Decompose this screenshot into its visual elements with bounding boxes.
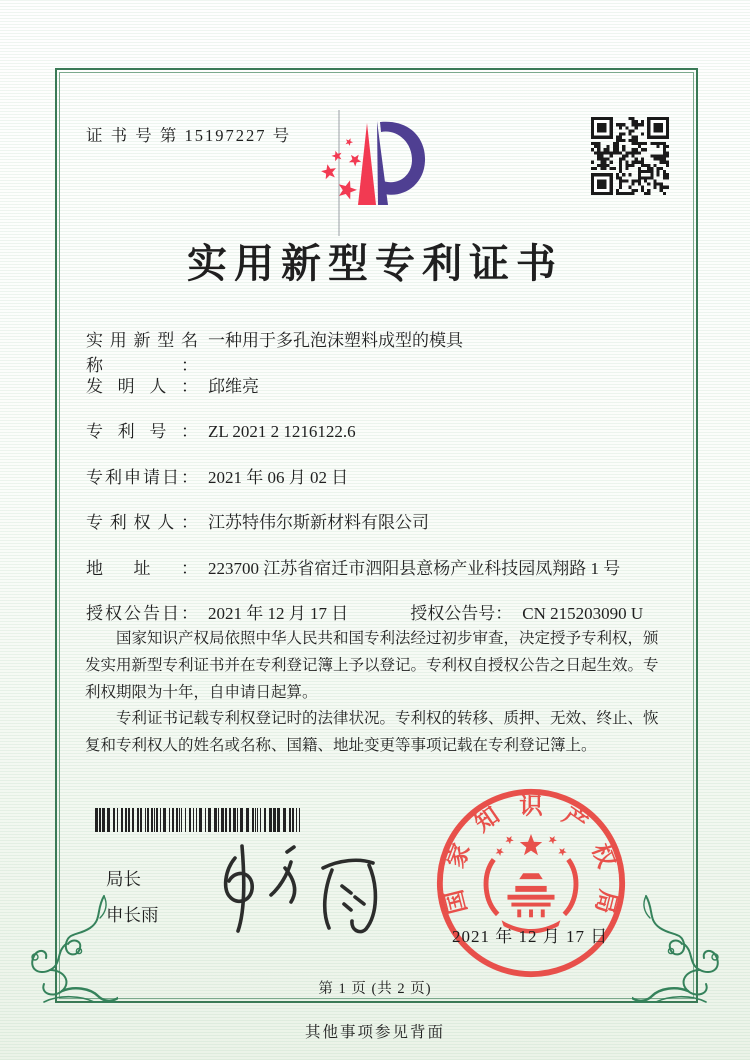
svg-text:家: 家	[443, 840, 476, 872]
field-value: 邱维亮	[208, 376, 259, 396]
barcode-icon	[95, 808, 300, 832]
field-label: 实用新型名称：	[86, 331, 198, 375]
official-seal-icon	[433, 785, 629, 981]
svg-text:识: 识	[519, 793, 543, 820]
page-number: 第 1 页 (共 2 页)	[318, 981, 432, 997]
field-value: 223700 江苏省宿迁市泗阳县意杨产业科技园凤翔路 1 号	[208, 558, 621, 578]
certificate-fields	[86, 326, 676, 645]
field-label: 授权公告号：	[410, 604, 513, 623]
cnipa-logo-icon	[300, 108, 450, 240]
field-label: 专利权人：	[86, 513, 198, 532]
seal-date: 2021 年 12 月 17 日	[452, 927, 609, 946]
qr-code-icon	[591, 117, 669, 195]
field-row-address	[86, 554, 676, 578]
director-name: 申长雨	[106, 904, 159, 925]
back-note: 其他事项参见背面	[304, 1024, 445, 1041]
svg-text:权: 权	[586, 840, 619, 872]
director-title: 局长	[106, 869, 141, 889]
field-row-filing-date	[86, 463, 676, 487]
field-pair-grant-no	[410, 599, 643, 624]
field-label: 发明人：	[86, 376, 198, 396]
field-row-patentee	[86, 508, 676, 532]
field-value: 2021 年 12 月 17 日	[208, 604, 349, 623]
field-value: 一种用于多孔泡沫塑料成型的模具	[208, 331, 463, 350]
director-signature-icon	[205, 838, 405, 938]
field-label: 地址：	[86, 558, 198, 578]
field-row-inventor	[86, 372, 676, 396]
field-row-patent-no	[86, 417, 676, 441]
field-value: 2021 年 06 月 02 日	[208, 467, 349, 487]
legal-paragraph-1: 国家知识产权局依照中华人民共和国专利法经过初步审查，决定授予专利权，颁发实用新型专利证书并在专利登记簿上予以登记。专利权自授权公告之日起生效。专利权期限为十年，自申请日起算。	[85, 630, 659, 701]
field-label: 授权公告日：	[86, 604, 198, 623]
svg-text:产: 产	[557, 802, 592, 838]
field-label: 专利号：	[86, 422, 198, 441]
field-value: ZL 2021 2 1216122.6	[208, 422, 356, 441]
certificate-number: 证 书 号 第 15197227 号	[86, 126, 292, 145]
field-row-name	[86, 326, 676, 375]
field-value: 江苏特伟尔斯新材料有限公司	[208, 513, 429, 532]
certificate-title: 实用新型专利证书	[187, 241, 563, 286]
svg-text:国: 国	[441, 886, 473, 917]
director-block	[106, 862, 159, 934]
field-value: CN 215203090 U	[522, 604, 644, 623]
field-label: 专利申请日：	[86, 467, 198, 487]
svg-text:知: 知	[470, 802, 505, 838]
field-row-grant	[86, 599, 676, 623]
legal-paragraph-2: 专利证书记载专利权登记时的法律状况。专利权的转移、质押、无效、终止、恢复和专利权人的姓名或名称、国籍、地址变更等事项记载在专利登记簿上。	[85, 710, 659, 755]
legal-text-block	[85, 626, 667, 760]
svg-text:局: 局	[589, 886, 621, 917]
